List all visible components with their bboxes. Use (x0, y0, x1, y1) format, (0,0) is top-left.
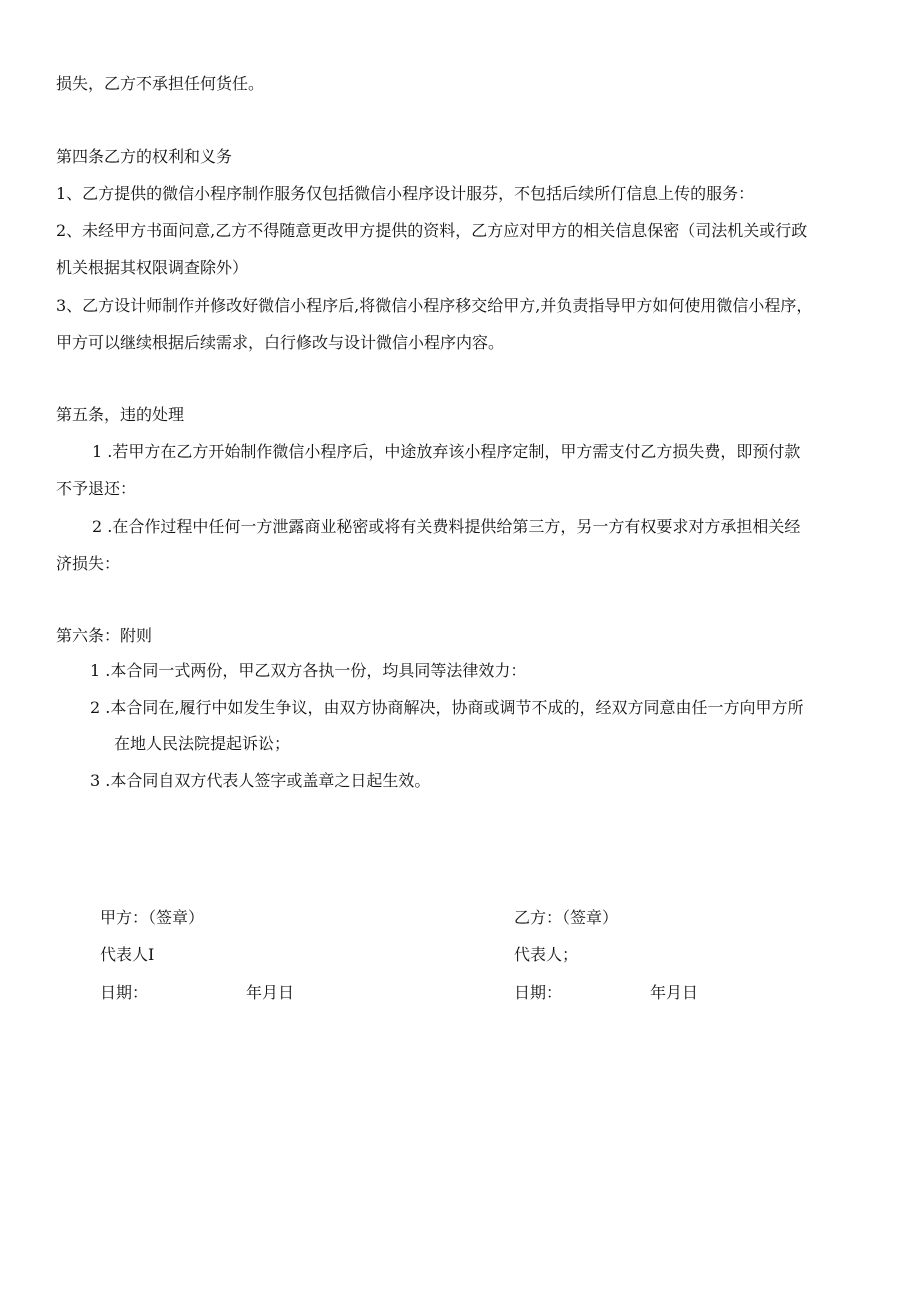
article-4-item-2-cont: 机关根据其权限调查除外） (56, 258, 249, 277)
article-4-item-1: 1、乙方提供的微信小程序制作服务仅包括微信小程序设计服芬，不包括后续所仃信息上传的服务： (56, 184, 755, 203)
party-b-date-value: 年月日 (650, 983, 699, 1002)
article-4-item-2: 2、未经甲方书面问意,乙方不得随意更改甲方提供的资料，乙方应对甲方的相关信息保密（司法机关或行政 (56, 221, 808, 240)
article-4-heading: 第四条乙方的权利和义务 (56, 147, 233, 166)
article-6-item-1: 1 .本合同一式两份，甲乙双方各执一份，均具同等法律效力： (90, 661, 527, 680)
intro-tail: 损失，乙方不承担任何货任。 (56, 74, 265, 93)
article-6-item-2-cont: 在地人民法院提起诉讼； (114, 734, 291, 753)
article-5-heading: 第五条，违的处理 (56, 405, 185, 424)
article-5-item-1-cont: 不予退还： (56, 479, 137, 498)
article-4-item-3: 3、乙方设计师制作并修改好微信小程序后,将微信小程序移交给甲方,并负责指导甲方如何使用微信小程序， (56, 296, 813, 315)
party-a-date-value: 年月日 (246, 983, 295, 1002)
article-5-item-1: 1 .若甲方在乙方开始制作微信小程序后，中途放弃该小程序定制，甲方需支付乙方损失费，即预付款 (92, 442, 801, 461)
article-6-heading: 第六条：附则 (56, 626, 153, 645)
article-6-item-2: 2 .本合同在,履行中如发生争议，由双方协商解决，协商或调节不成的，经双方同意由任一方向甲方所 (90, 698, 804, 717)
article-6-item-3: 3 .本合同自双方代表人签字或盖章之日起生效。 (90, 771, 431, 790)
party-b-seal-label: 乙方：（签章） (514, 908, 619, 927)
party-b-representative: 代表人； (514, 945, 579, 964)
article-5-item-2-cont: 济损失： (56, 554, 121, 573)
party-b-date-label: 日期： (514, 983, 563, 1002)
party-a-seal-label: 甲方：（签章） (100, 908, 205, 927)
party-a-representative: 代表人I (100, 945, 155, 964)
party-a-date-label: 日期： (100, 983, 149, 1002)
article-4-item-3-cont: 甲方可以继续根据后续需求，白行修改与设计微信小程序内容。 (56, 333, 505, 352)
article-5-item-2: 2 .在合作过程中任何一方泄露商业秘密或将有关费料提供给第三方，另一方有权要求对方承担相关经 (92, 517, 801, 536)
